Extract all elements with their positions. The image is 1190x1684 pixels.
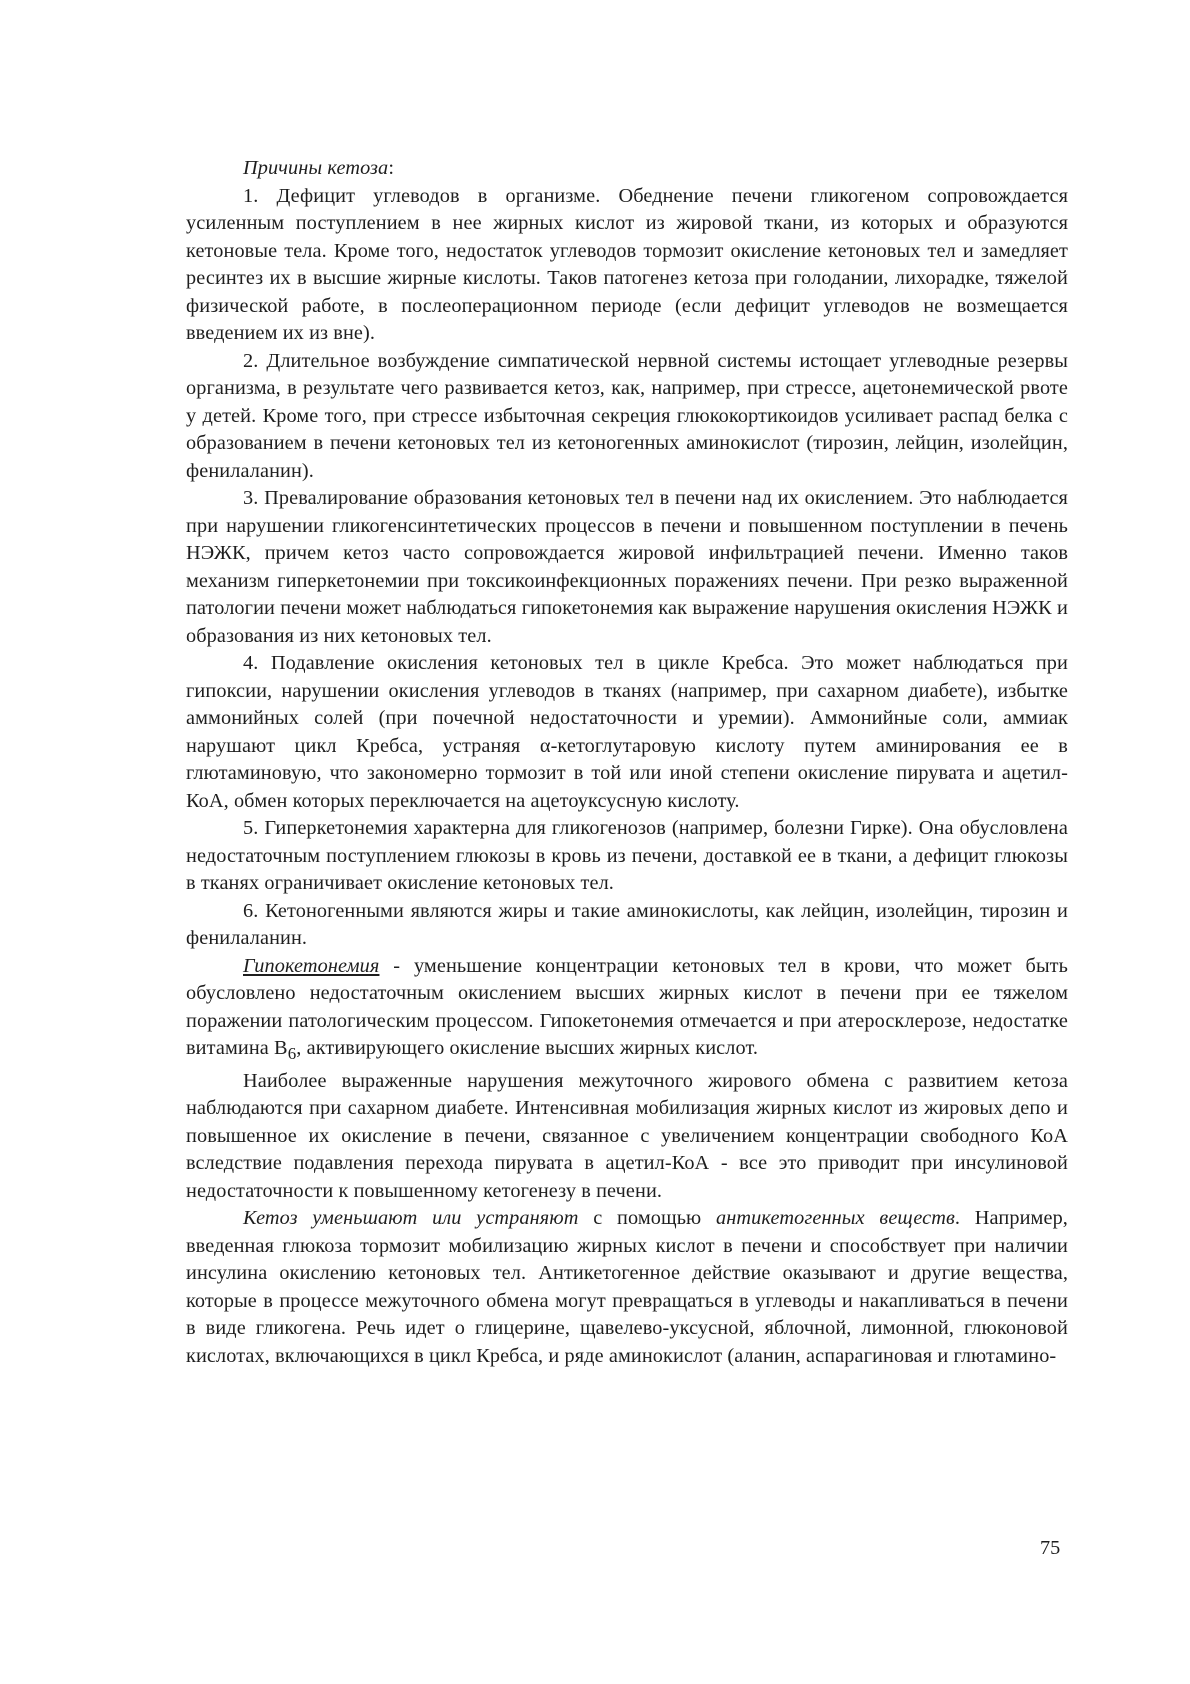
page-body	[186, 155, 1068, 1370]
vitamin-subscript: 6	[287, 1044, 297, 1064]
heading-colon: :	[388, 157, 395, 179]
paragraph-9-text-b: . Например, введенная глюкоза тормозит мобилизацию жирных кислот в печени и способствует при наличии инсулина окислению кетоновых тел. Антикетогенное действие оказывают и другие вещества, которые в процессе межуточного обмена могут превращаться в углеводы и накапливаться в печени в виде гликогена. Речь идет о глицерине, щавелево-уксусной, яблочной, лимонной, глюконовой кислотах, включающихся в цикл Кребса, и ряде аминокислот (аланин, аспарагиновая и глютамино-	[186, 1207, 1068, 1367]
page-number: 75	[1040, 1537, 1061, 1559]
paragraph-9	[186, 1205, 1068, 1370]
paragraph-3: 3. Превалирование образования кетоновых тел в печени над их окислением. Это наблюдается при нарушении гликогенсинтетических процессов в печени и повышенном поступлении в печень НЭЖК, причем кетоз часто сопровождается жировой инфильтрацией печени. Именно таков механизм гиперкетонемии при токсикоинфекционных поражениях печени. При резко выраженной патологии печени может наблюдаться гипокетонемия как выражение нарушения окисления НЭЖК и образования из них кетоновых тел.	[186, 487, 1068, 647]
emphasis-antiketogenic: антикетогенных веществ	[716, 1207, 955, 1230]
paragraph-9-text-a: с помощью	[578, 1207, 717, 1230]
emphasis-ketosis-reduction: Кетоз уменьшают или устраняют	[243, 1207, 579, 1230]
paragraph-4: 4. Подавление окисления кетоновых тел в цикле Кребса. Это может наблюдаться при гипоксии, нарушении окисления углеводов в тканях (например, при сахарном диабете), избытке аммонийных солей (при почечной недостаточности и уремии). Аммонийные соли, аммиак нарушают цикл Кребса, устраняя α-кетоглутаровую кислоту путем аминирования ее в глютаминовую, что закономерно тормозит в той или иной степени окисление пирувата и ацетил-КоА, обмен которых переключается на ацетоуксусную кислоту.	[186, 652, 1068, 812]
paragraph-7-text-a: - уменьшение концентрации кетоновых тел в крови, что может быть обусловлено недостаточным окислением высших жирных кислот в печени при ее тяжелом поражении патологическим процессом. Гипокетонемия отмечается и при атеросклерозе, недостатке витамина В	[186, 954, 1068, 1059]
heading-text: Причины кетоза	[243, 157, 389, 179]
paragraph-6: 6. Кетоногенными являются жиры и такие аминокислоты, как лейцин, изолейцин, тирозин и фенилаланин.	[186, 899, 1068, 949]
section-heading	[186, 155, 1068, 183]
term-hypoketonemia: Гипокетонемия	[243, 954, 380, 977]
paragraph-7	[186, 953, 1068, 1068]
paragraph-7-text-b: , активирующего окисление высших жирных кислот.	[296, 1037, 759, 1059]
paragraph-8: Наиболее выраженные нарушения межуточного жирового обмена с развитием кетоза наблюдаются при сахарном диабете. Интенсивная мобилизация жирных кислот из жировых депо и повышенное их окисление в печени, связанное с увеличением концентрации свободного КоА вследствие подавления перехода пирувата в ацетил-КоА - все это приводит при инсулиновой недостаточности к повышенному кетогенезу в печени.	[186, 1069, 1068, 1202]
paragraph-2: 2. Длительное возбуждение симпатической нервной системы истощает углеводные резервы организма, в результате чего развивается кетоз, как, например, при стрессе, ацетонемической рвоте у детей. Кроме того, при стрессе избыточная секреция глюкокортикоидов усиливает распад белка с образованием в печени кетоновых тел из кетоногенных аминокислот (тирозин, лейцин, изолейцин, фенилаланин).	[186, 349, 1068, 482]
paragraph-5: 5. Гиперкетонемия характерна для гликогенозов (например, болезни Гирке). Она обусловлена недостаточным поступлением глюкозы в кровь из печени, доставкой ее в ткани, а дефицит глюкозы в тканях ограничивает окисление кетоновых тел.	[186, 817, 1068, 894]
paragraph-1: 1. Дефицит углеводов в организме. Обеднение печени гликогеном сопровождается усиленным поступлением в нее жирных кислот из жировой ткани, из которых и образуются кетоновые тела. Кроме того, недостаток углеводов тормозит окисление кетоновых тел и замедляет ресинтез их в высшие жирные кислоты. Таков патогенез кетоза при голодании, лихорадке, тяжелой физической работе, в послеоперационном периоде (если дефицит углеводов не возмещается введением их из вне).	[186, 184, 1068, 344]
